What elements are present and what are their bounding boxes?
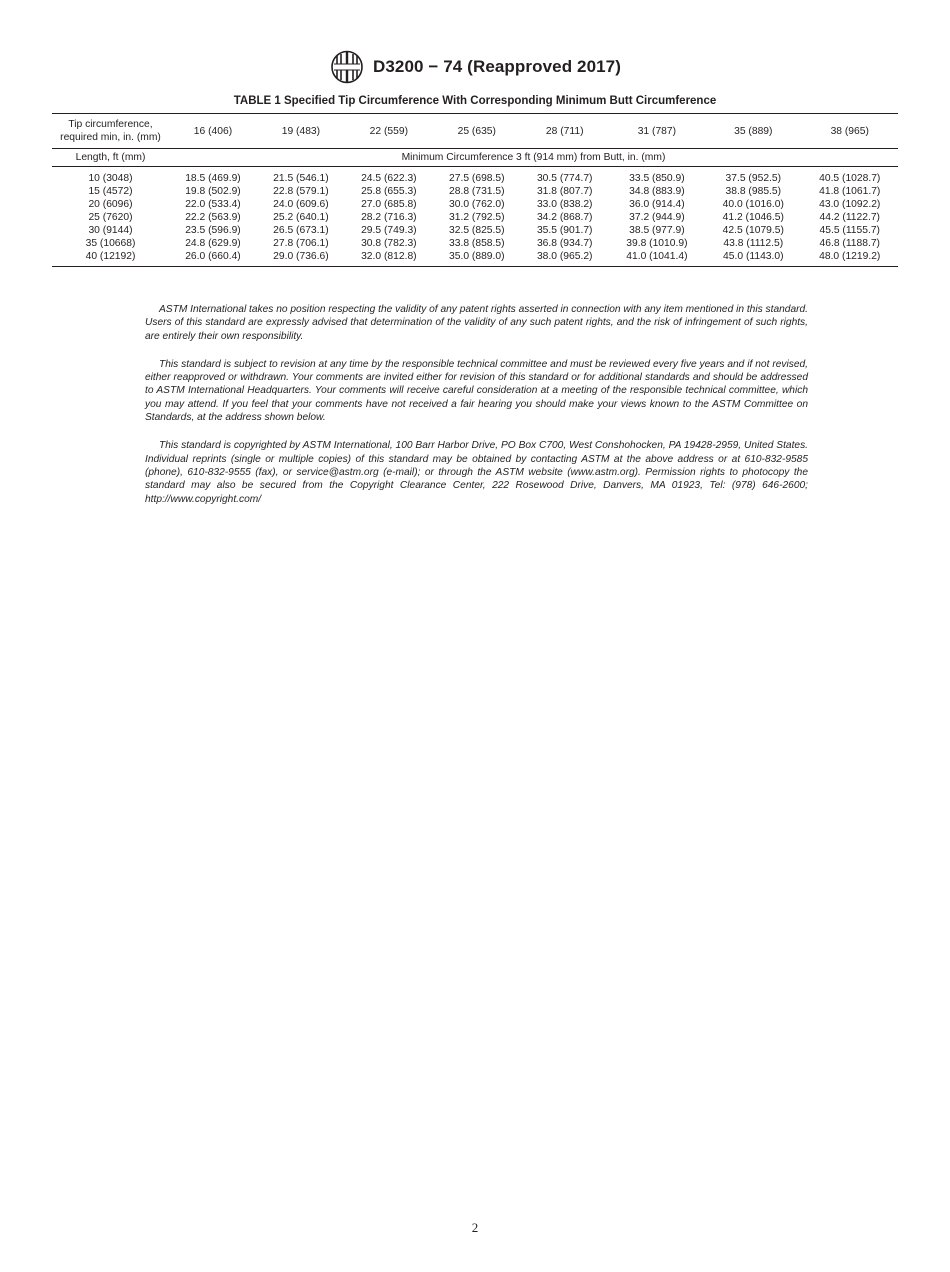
table-cell: 37.5 (952.5): [725, 173, 782, 184]
table-cell: 44.2 (1122.7): [819, 212, 880, 223]
table-cell: 45.0 (1143.0): [705, 250, 801, 267]
table-cell: 19.8 (502.9): [185, 186, 241, 197]
table-row: [52, 250, 898, 267]
tip-column-header: 28 (711): [521, 114, 609, 149]
table-cell: 41.2 (1046.5): [722, 212, 784, 223]
table-cell: 33.0 (838.2): [536, 199, 593, 210]
table-cell: 29.5 (749.3): [361, 225, 417, 236]
table-cell: 30.5 (774.7): [536, 173, 593, 184]
table-cell: 28.8 (731.5): [449, 186, 505, 197]
table-cell: 24.0 (609.6): [273, 199, 329, 210]
copyright-notice: This standard is copyrighted by ASTM International, 100 Barr Harbor Drive, PO Box C700, West Conshohocken, PA 19428-2959, United States. Individual reprints (single or multiple copies) of this standard may be obtained by contacting ASTM at the above address or at 610-832-9585 (phone), 610-832-9555 (fax), or service@astm.org (e-mail); or through the ASTM website (www.astm.org). Permission rights to photocopy the standard may also be secured from the Copyright Clearance Center, 222 Rosewood Drive, Danvers, MA 01923, Tel: (978) 646-2600; http://www.copyright.com/: [145, 440, 808, 505]
table-cell: 33.5 (850.9): [629, 173, 685, 184]
length-cell: 25 (7620): [88, 212, 133, 223]
table-cell: 27.5 (698.5): [449, 173, 505, 184]
table-cell: 37.2 (944.9): [629, 212, 685, 223]
table-row: [52, 211, 898, 224]
table-cell: 39.8 (1010.9): [626, 238, 688, 249]
tip-header-label: [52, 114, 169, 149]
table-row: [52, 237, 898, 250]
length-cell: 35 (10668): [85, 238, 136, 249]
table-cell: 27.8 (706.1): [273, 238, 329, 249]
revision-notice: This standard is subject to revision at any time by the responsible technical committee and must be reviewed every five years and if not revised, either reapproved or withdrawn. Your comments are invited either for revision of this standard or for additional standards and should be addressed to ASTM International Headquarters. Your comments will receive careful consideration at a meeting of the responsible technical committee, which you may attend. If you feel that your comments have not received a fair hearing you should make your views known to the ASTM Committee on Standards, at the address shown below.: [145, 358, 808, 424]
table-cell: 26.5 (673.1): [273, 225, 329, 236]
table-cell: 18.5 (469.9): [185, 173, 241, 184]
table-cell: 26.0 (660.4): [169, 250, 257, 267]
table-row: [52, 185, 898, 198]
specification-table: [52, 113, 898, 267]
table-cell: 41.0 (1041.4): [609, 250, 705, 267]
table-cell: 31.8 (807.7): [536, 186, 593, 197]
table-cell: 24.5 (622.3): [361, 173, 417, 184]
table-cell: 46.8 (1188.7): [819, 238, 880, 249]
table-cell: 43.8 (1112.5): [723, 238, 784, 249]
tip-column-header: 35 (889): [705, 114, 801, 149]
table-cell: 36.0 (914.4): [629, 199, 685, 210]
table-cell: 35.5 (901.7): [536, 225, 593, 236]
patent-notice: ASTM International takes no position respecting the validity of any patent rights asserted in connection with any item mentioned in this standard. Users of this standard are expressly advised that determination of the validity of any such patent rights, and the risk of infringement of such rights, are entirely their own responsibility.: [145, 304, 808, 342]
length-cell: 40 (12192): [52, 250, 169, 267]
table-cell: 30.0 (762.0): [449, 199, 505, 210]
table-cell: 28.2 (716.3): [361, 212, 417, 223]
table-cell: 22.8 (579.1): [273, 186, 329, 197]
table-cell: 40.5 (1028.7): [819, 173, 881, 184]
table-cell: 30.8 (782.3): [361, 238, 417, 249]
table-cell: 34.2 (868.7): [536, 212, 593, 223]
tip-column-header: 19 (483): [257, 114, 345, 149]
table-cell: 34.8 (883.9): [629, 186, 685, 197]
table-cell: 48.0 (1219.2): [802, 250, 899, 267]
table-cell: 25.2 (640.1): [273, 212, 329, 223]
table-cell: 40.0 (1016.0): [722, 199, 784, 210]
length-cell: 30 (9144): [88, 225, 133, 236]
table-cell: 24.8 (629.9): [185, 238, 241, 249]
table-cell: 33.8 (858.5): [449, 238, 505, 249]
tip-header-line1: Tip circumference,: [68, 119, 153, 130]
table-cell: 36.8 (934.7): [536, 238, 593, 249]
table-cell: 25.8 (655.3): [361, 186, 417, 197]
table-cell: 41.8 (1061.7): [819, 186, 881, 197]
legal-notices: [145, 303, 808, 521]
table-cell: 32.5 (825.5): [449, 225, 505, 236]
length-cell: 15 (4572): [88, 186, 133, 197]
table-cell: 23.5 (596.9): [185, 225, 241, 236]
table-cell: 22.0 (533.4): [185, 199, 241, 210]
tip-column-header: 16 (406): [169, 114, 257, 149]
table-caption: TABLE 1 Specified Tip Circumference With Corresponding Minimum Butt Circumference: [233, 95, 717, 107]
table-cell: 27.0 (685.8): [361, 199, 417, 210]
table-cell: 38.8 (985.5): [725, 186, 782, 197]
table-row: [52, 167, 898, 186]
table-cell: 21.5 (546.1): [273, 173, 329, 184]
document-title: D3200 − 74 (Reapproved 2017): [372, 57, 621, 76]
tip-column-header: 22 (559): [345, 114, 433, 149]
table-row: [52, 198, 898, 211]
tip-column-header: 25 (635): [433, 114, 521, 149]
tip-column-header: 31 (787): [609, 114, 705, 149]
table-cell: 42.5 (1079.5): [722, 225, 784, 236]
table-cell: 32.0 (812.8): [345, 250, 433, 267]
table-row: [52, 224, 898, 237]
table-cell: 29.0 (736.6): [257, 250, 345, 267]
length-cell: 20 (6096): [88, 199, 133, 210]
table-cell: 31.2 (792.5): [449, 212, 505, 223]
table-cell: 38.0 (965.2): [521, 250, 609, 267]
table-cell: 45.5 (1155.7): [819, 225, 880, 236]
tip-column-header: 38 (965): [802, 114, 899, 149]
astm-logo-icon: [329, 50, 365, 84]
length-cell: 10 (3048): [88, 173, 133, 184]
table-cell: 38.5 (977.9): [629, 225, 685, 236]
table-cell: 22.2 (563.9): [185, 212, 241, 223]
table-cell: 43.0 (1092.2): [819, 199, 881, 210]
tip-header-line2: required min, in. (mm): [60, 132, 161, 143]
table-cell: 35.0 (889.0): [433, 250, 521, 267]
length-header: Length, ft (mm): [52, 149, 169, 167]
tip-header-row: [52, 114, 898, 149]
span-header: Minimum Circumference 3 ft (914 mm) from Butt, in. (mm): [169, 149, 898, 167]
page-header: [0, 50, 950, 84]
page-number: 2: [471, 1220, 479, 1235]
length-header-row: [52, 149, 898, 167]
